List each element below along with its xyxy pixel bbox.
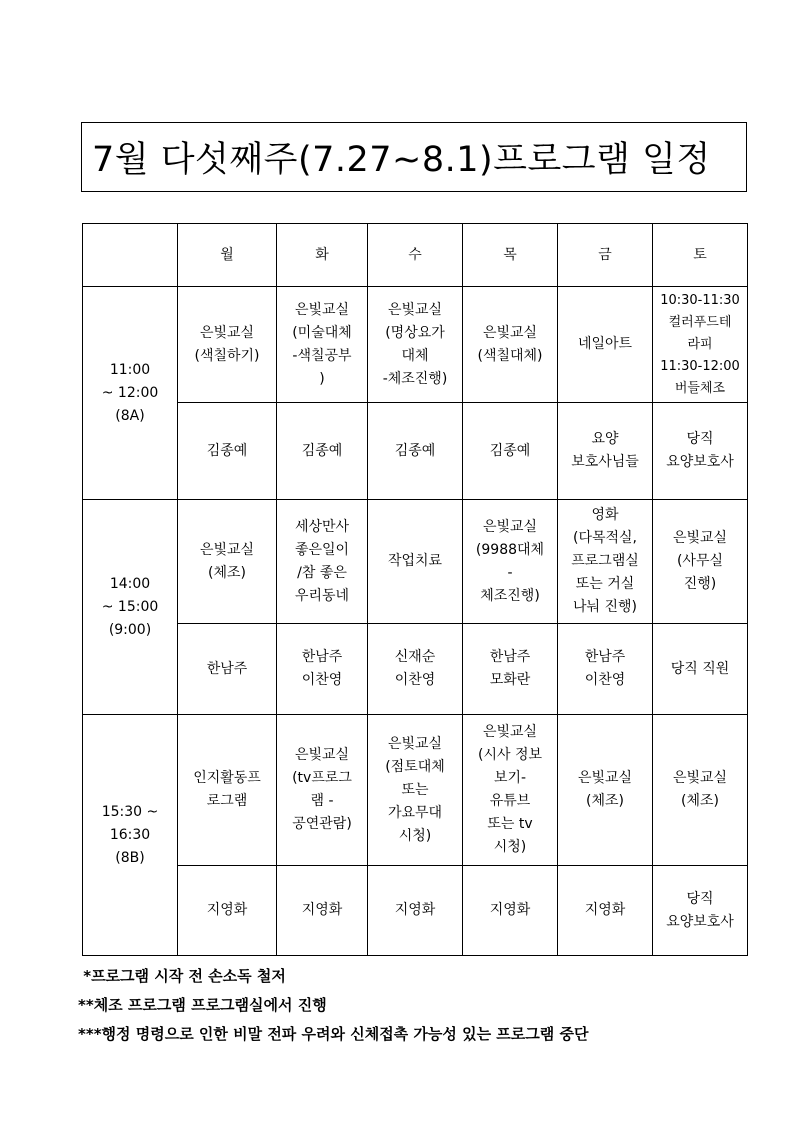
program-row: [83, 715, 748, 866]
corner-cell: [83, 224, 178, 287]
staff-row: [83, 866, 748, 956]
program-cell: 은빛교실 (tv프로그 램 - 공연관람): [277, 715, 368, 866]
program-cell: 인지활동프 로그램: [178, 715, 277, 866]
day-header: 화: [277, 224, 368, 287]
program-cell: 은빛교실 (체조): [653, 715, 748, 866]
program-cell: 세상만사 좋은일이 /참 좋은 우리동네: [277, 500, 368, 624]
note-line: ***행정 명령으로 인한 비말 전파 우려와 신체접촉 가능성 있는 프로그램 중단: [78, 1025, 589, 1043]
program-cell: 영화 (다목적실, 프로그램실 또는 거실 나눠 진행): [558, 500, 653, 624]
program-cell: 은빛교실 (체조): [178, 500, 277, 624]
staff-cell: 지영화: [178, 866, 277, 956]
staff-row: [83, 403, 748, 500]
program-cell: 은빛교실 (색칠하기): [178, 287, 277, 403]
program-cell: 은빛교실 (사무실 진행): [653, 500, 748, 624]
staff-cell: 지영화: [368, 866, 463, 956]
staff-cell: 당직 요양보호사: [653, 403, 748, 500]
staff-cell: 지영화: [558, 866, 653, 956]
day-header: 목: [463, 224, 558, 287]
staff-cell: 당직 직원: [653, 624, 748, 715]
program-cell: 은빛교실 (미술대체 -색칠공부 ): [277, 287, 368, 403]
title-box: [81, 122, 747, 192]
staff-cell: 한남주 이찬영: [277, 624, 368, 715]
notes: [78, 962, 588, 1049]
day-header: 수: [368, 224, 463, 287]
program-cell: 은빛교실 (체조): [558, 715, 653, 866]
program-cell: 네일아트: [558, 287, 653, 403]
program-cell: 은빛교실 (시사 정보 보기- 유튜브 또는 tv 시청): [463, 715, 558, 866]
staff-row: [83, 624, 748, 715]
program-cell: 은빛교실 (9988대체 - 체조진행): [463, 500, 558, 624]
time-cell: 11:00 ~ 12:00 (8A): [83, 287, 178, 500]
staff-cell: 요양 보호사님들: [558, 403, 653, 500]
program-row: [83, 500, 748, 624]
staff-cell: 한남주 모화란: [463, 624, 558, 715]
program-cell: 은빛교실 (색칠대체): [463, 287, 558, 403]
staff-cell: 지영화: [277, 866, 368, 956]
day-header: 토: [653, 224, 748, 287]
time-cell: 15:30 ~ 16:30 (8B): [83, 715, 178, 956]
staff-cell: 한남주 이찬영: [558, 624, 653, 715]
staff-cell: 김종예: [277, 403, 368, 500]
note-line: *프로그램 시작 전 손소독 철저: [78, 967, 286, 985]
program-cell: 은빛교실 (명상요가 대체 -체조진행): [368, 287, 463, 403]
header-row: [83, 224, 748, 287]
program-cell: 작업치료: [368, 500, 463, 624]
staff-cell: 김종예: [368, 403, 463, 500]
day-header: 월: [178, 224, 277, 287]
staff-cell: 지영화: [463, 866, 558, 956]
program-row: [83, 287, 748, 403]
program-cell: 은빛교실 (점토대체 또는 가요무대 시청): [368, 715, 463, 866]
staff-cell: 당직 요양보호사: [653, 866, 748, 956]
staff-cell: 김종예: [463, 403, 558, 500]
staff-cell: 김종예: [178, 403, 277, 500]
note-line: **체조 프로그램 프로그램실에서 진행: [78, 996, 327, 1014]
schedule-table: [82, 223, 748, 956]
staff-cell: 한남주: [178, 624, 277, 715]
time-cell: 14:00 ~ 15:00 (9:00): [83, 500, 178, 715]
page-title: 7월 다섯째주(7.27~8.1)프로그램 일정: [92, 140, 711, 180]
day-header: 금: [558, 224, 653, 287]
program-cell: 10:30-11:30 컬러푸드테 라피 11:30-12:00 버들체조: [653, 287, 748, 403]
staff-cell: 신재순 이찬영: [368, 624, 463, 715]
